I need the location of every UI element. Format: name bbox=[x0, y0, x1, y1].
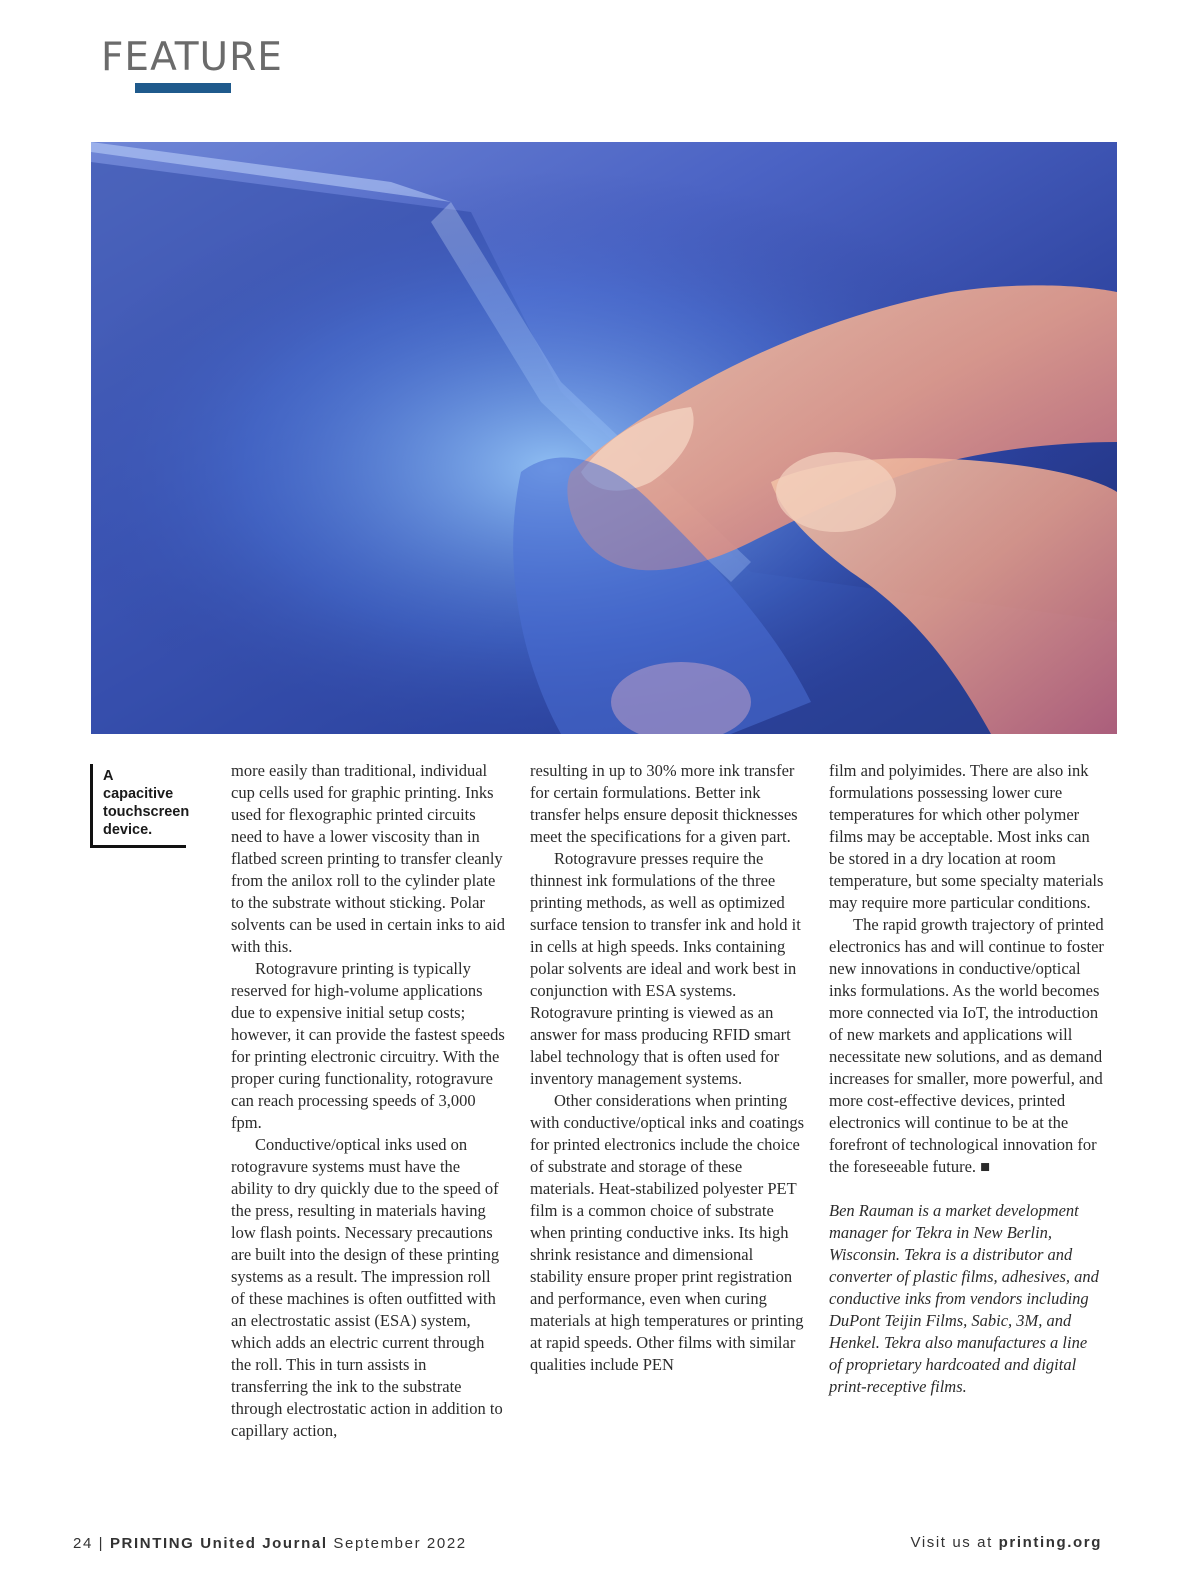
footer-right bbox=[911, 1534, 1103, 1551]
paragraph: resulting in up to 30% more ink transfer for certain formulations. Better ink transfer helps ensure deposit thicknesses meet the specifications for a given part. bbox=[530, 761, 798, 846]
author-bio: Ben Rauman is a market development manager for Tekra in New Berlin, Wisconsin. Tekra is a distributor and converter of plastic films, adhesives, and conductive inks from vendors including DuPont Teijin Films, Sabic, 3M, and Henkel. Tekra also manufactures a line of proprietary hardcoated and digital print-receptive films. bbox=[829, 1201, 1099, 1396]
paragraph: Rotogravure printing is typically reserved for high-volume applications due to expensive initial setup costs; however, it can provide the fastest speeds for printing electronic circuitry. With the proper curing functionality, rotogravure can reach processing speeds of 3,000 fpm. bbox=[231, 959, 505, 1132]
photo-caption: A capacitive touchscreen device. bbox=[90, 764, 186, 848]
publication-name: PRINTING United Journal bbox=[109, 1535, 328, 1552]
visit-prefix: Visit us at bbox=[910, 1534, 993, 1551]
touchscreen-photo-icon bbox=[91, 142, 1117, 734]
article-column-2 bbox=[530, 760, 805, 1376]
website-link[interactable]: printing.org bbox=[998, 1534, 1102, 1551]
footer-separator: | bbox=[98, 1535, 105, 1552]
hero-image bbox=[91, 142, 1117, 734]
page-number: 24 bbox=[73, 1535, 93, 1552]
section-label: FEATURE bbox=[101, 35, 283, 80]
paragraph: more easily than traditional, individual cup cells used for graphic printing. Inks used for flexographic printed circuits need to have a lower viscosity than in flatbed screen printing to transfer cleanly from the anilox roll to the cylinder plate to the substrate without sticking. Polar solvents can be used in certain inks to aid with this. bbox=[231, 761, 506, 956]
paragraph: The rapid growth trajectory of printed electronics has and will continue to foster new innovations in conductive/optical inks formulations. As the world becomes more connected via IoT, the introduction of new markets and applications will necessitate new solutions, and as demand increases for smaller, more powerful, and more cost-effective devices, printed electronics will continue to be at the forefront of technological innovation for the foreseeable future. ■ bbox=[829, 915, 1104, 1176]
issue-date: September 2022 bbox=[333, 1535, 467, 1552]
paragraph: film and polyimides. There are also ink formulations possessing lower cure temperatures for which other polymer films may be acceptable. Most inks can be stored in a dry location at room temperature, but some specialty materials may require more particular conditions. bbox=[829, 761, 1104, 912]
paragraph: Conductive/optical inks used on rotogravure systems must have the ability to dry quickly due to the speed of the press, resulting in materials having low flash points. Necessary precautions are built into the design of these printing systems as a result. The impression roll of these machines is often outfitted with an electrostatic assist (ESA) system, which adds an electric current through the roll. This in turn assists in transferring the ink to the substrate through electrostatic action in addition to capillary action, bbox=[231, 1135, 503, 1440]
paragraph: Other considerations when printing with conductive/optical inks and coatings for printed electronics include the choice of substrate and storage of these materials. Heat-stabilized polyester PET film is a common choice of substrate when printing conductive inks. Its high shrink resistance and dimensional stability ensure proper print registration and performance, even when curing materials at high temperatures or printing at rapid speeds. Other films with similar qualities include PEN bbox=[530, 1091, 805, 1374]
footer-left bbox=[73, 1535, 467, 1552]
paragraph: Rotogravure presses require the thinnest ink formulations of the three printing methods, as well as optimized surface tension to transfer ink and hold it in cells at high speeds. Inks containing polar solvents are ideal and work best in conjunction with ESA systems. Rotogravure printing is viewed as an answer for mass producing RFID smart label technology that is often used for inventory management systems. bbox=[530, 849, 801, 1088]
article-column-3 bbox=[829, 760, 1104, 1398]
section-rule bbox=[135, 83, 231, 93]
article-column-1 bbox=[231, 760, 506, 1442]
